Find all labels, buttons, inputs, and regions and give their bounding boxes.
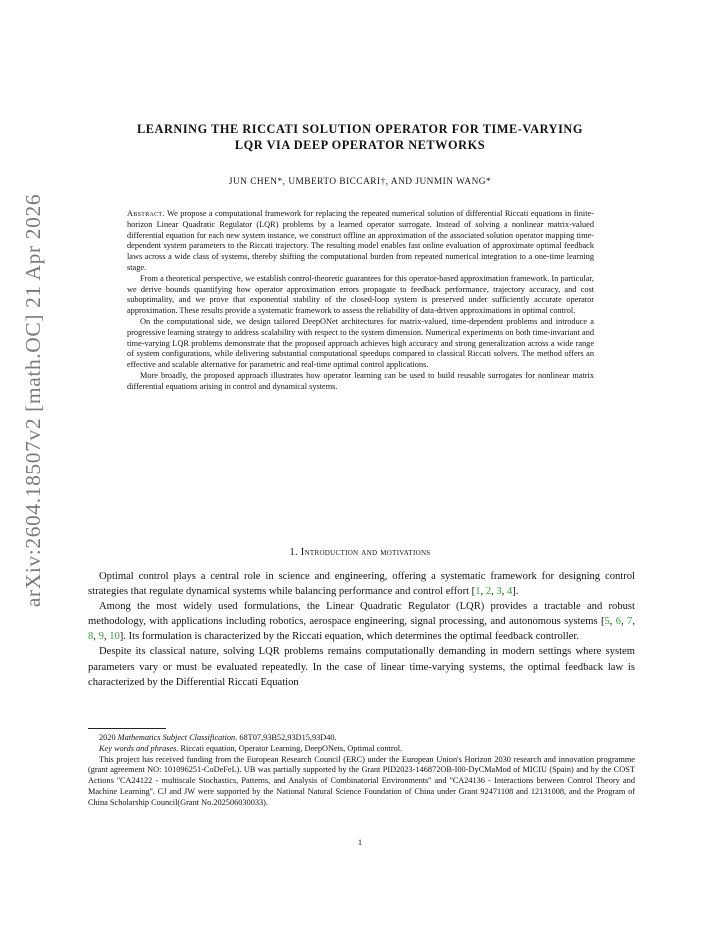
citation-link[interactable]: 5: [604, 616, 610, 628]
citation-link[interactable]: 2: [485, 586, 492, 598]
citation-link[interactable]: 8: [88, 631, 94, 643]
footnote-rule: [88, 728, 166, 729]
citation-link[interactable]: 1: [475, 586, 481, 598]
section-heading: [88, 547, 632, 558]
abstract-paragraph-2: From a theoretical perspective, we establish control-theoretic guarantees for this operator-based approximation framework. In particular, we derive bounds quantifying how operator approximation errors propagate to feedback performance, trajectory accuracy, and cost suboptimality, and we prove that exponential stability of the closed-loop system is preserved under sufficiently accurate operator approximation. These results provide a systematic framework to assess the reliability of data-driven approximations in optimal control.: [127, 273, 594, 316]
footnote-funding: This project has received funding from the European Research Council (ERC) under the European Union's Horizon 2030 research and innovation programme (grant agreement NO: 101096251-CoDeFeL). UB was partially supported by the Grant PID2023-146872OB-I00-DyCMaMod of MICIU (Spain) and by the COST Actions ''CA24122 - multiscale Stochastics, Patterns, and Analysis of Combinatorial Environments'' and ''CA24136 - Interactions between Control Theory and Machine Learning''. CJ and JW were supported by the National Natural Science Foundation of China under Grant 92471108 and 12131008, and the Program of China Scholarship Council(Grant No.202506030033).: [88, 754, 635, 807]
footnote-keywords: Key words and phrases. Riccati equation, Operator Learning, DeepONets, Optimal control.: [99, 743, 403, 753]
section-number: 1.: [289, 547, 298, 558]
citation-link[interactable]: 4: [507, 586, 513, 598]
author-list: JUN CHEN*, UMBERTO BICCARI†, AND JUNMIN WANG*: [228, 177, 492, 187]
abstract-p1-text: We propose a computational framework for replacing the repeated numerical solution of differential Riccati equations in finite-horizon Linear Quadratic Regulator (LQR) problems by a learned operator surrogate. Instead of solving a nonlinear matrix-valued differential equation for each new system instance, we construct offline an approximation of the associated solution operator mapping time-dependent system parameters to the Riccati trajectory. The resulting model enables fast online evaluation of approximate optimal feedback laws across a wide class of systems, thereby shifting the computational burden from repeated numerical integration to a one-time learning stage.: [127, 209, 594, 272]
paper-title: [88, 121, 632, 153]
abstract-paragraph-4: More broadly, the proposed approach illustrates how operator learning can be used to build reusable surrogates for nonlinear matrix differential equations arising in control and dynamical systems.: [127, 370, 594, 391]
citation-link[interactable]: 9: [98, 631, 104, 643]
abstract-paragraph-3: On the computational side, we design tailored DeepONet architectures for matrix-valued, time-dependent problems and introduce a progressive learning strategy to address scalability with respect to the system dimension. Numerical experiments on both time-invariant and time-varying LQR problems demonstrate that the proposed approach achieves high accuracy and strong generalization across a wide range of system configurations, while delivering substantial computational speedups compared to classical Riccati solvers. The method offers an effective and scalable alternative for parametric and real-time optimal control applications.: [127, 316, 594, 370]
title-line-1: LEARNING THE RICCATI SOLUTION OPERATOR FOR TIME-VARYING: [137, 122, 583, 136]
citation-link[interactable]: 6: [615, 616, 622, 628]
citation-link[interactable]: 7: [627, 616, 633, 628]
citation-list-2: 5, 6, 7, 8, 9, 10: [88, 616, 635, 643]
abstract-paragraph-1: [127, 209, 594, 274]
footnotes: [88, 733, 635, 809]
citation-list-1: 1, 2, 3, 4: [475, 586, 513, 598]
body-text: [88, 569, 635, 690]
section-title: Introduction and motivations: [300, 547, 431, 558]
arxiv-id-text: arXiv:2604.18507v2 [math.OC] 21 Apr 2026: [21, 193, 46, 607]
citation-link[interactable]: 3: [496, 586, 502, 598]
page-number: 1: [357, 837, 363, 847]
title-line-2: LQR VIA DEEP OPERATOR NETWORKS: [234, 138, 486, 152]
footnote-msc: 2020 Mathematics Subject Classification. 68T07,93B52,93D15,93D40.: [99, 733, 337, 742]
arxiv-identifier-stamp: [14, 120, 54, 680]
abstract-block: [127, 209, 594, 393]
abstract-heading: Abstract.: [127, 209, 165, 218]
citation-link[interactable]: 10: [109, 631, 120, 643]
body-paragraph-2: Among the most widely used formulations, the Linear Quadratic Regulator (LQR) provides a tractable and robust methodology, with applications including robotics, aerospace engineering, signal processing, and autonomous systems [5, 6, 7, 8, 9, 10]. Its formulation is characterized by the Riccati equation, which determines the optimal feedback controller.: [88, 601, 635, 643]
body-paragraph-1: Optimal control plays a central role in science and engineering, offering a systematic framework for designing control strategies that regulate dynamical systems while balancing performance and control effort [1, 2, 3, 4].: [88, 571, 635, 598]
body-paragraph-3: Despite its classical nature, solving LQR problems remains computationally demanding in modern settings where system parameters vary or must be evaluated repeatedly. In the case of linear time-varying systems, the optimal feedback law is characterized by the Differential Riccati Equation: [88, 646, 635, 688]
